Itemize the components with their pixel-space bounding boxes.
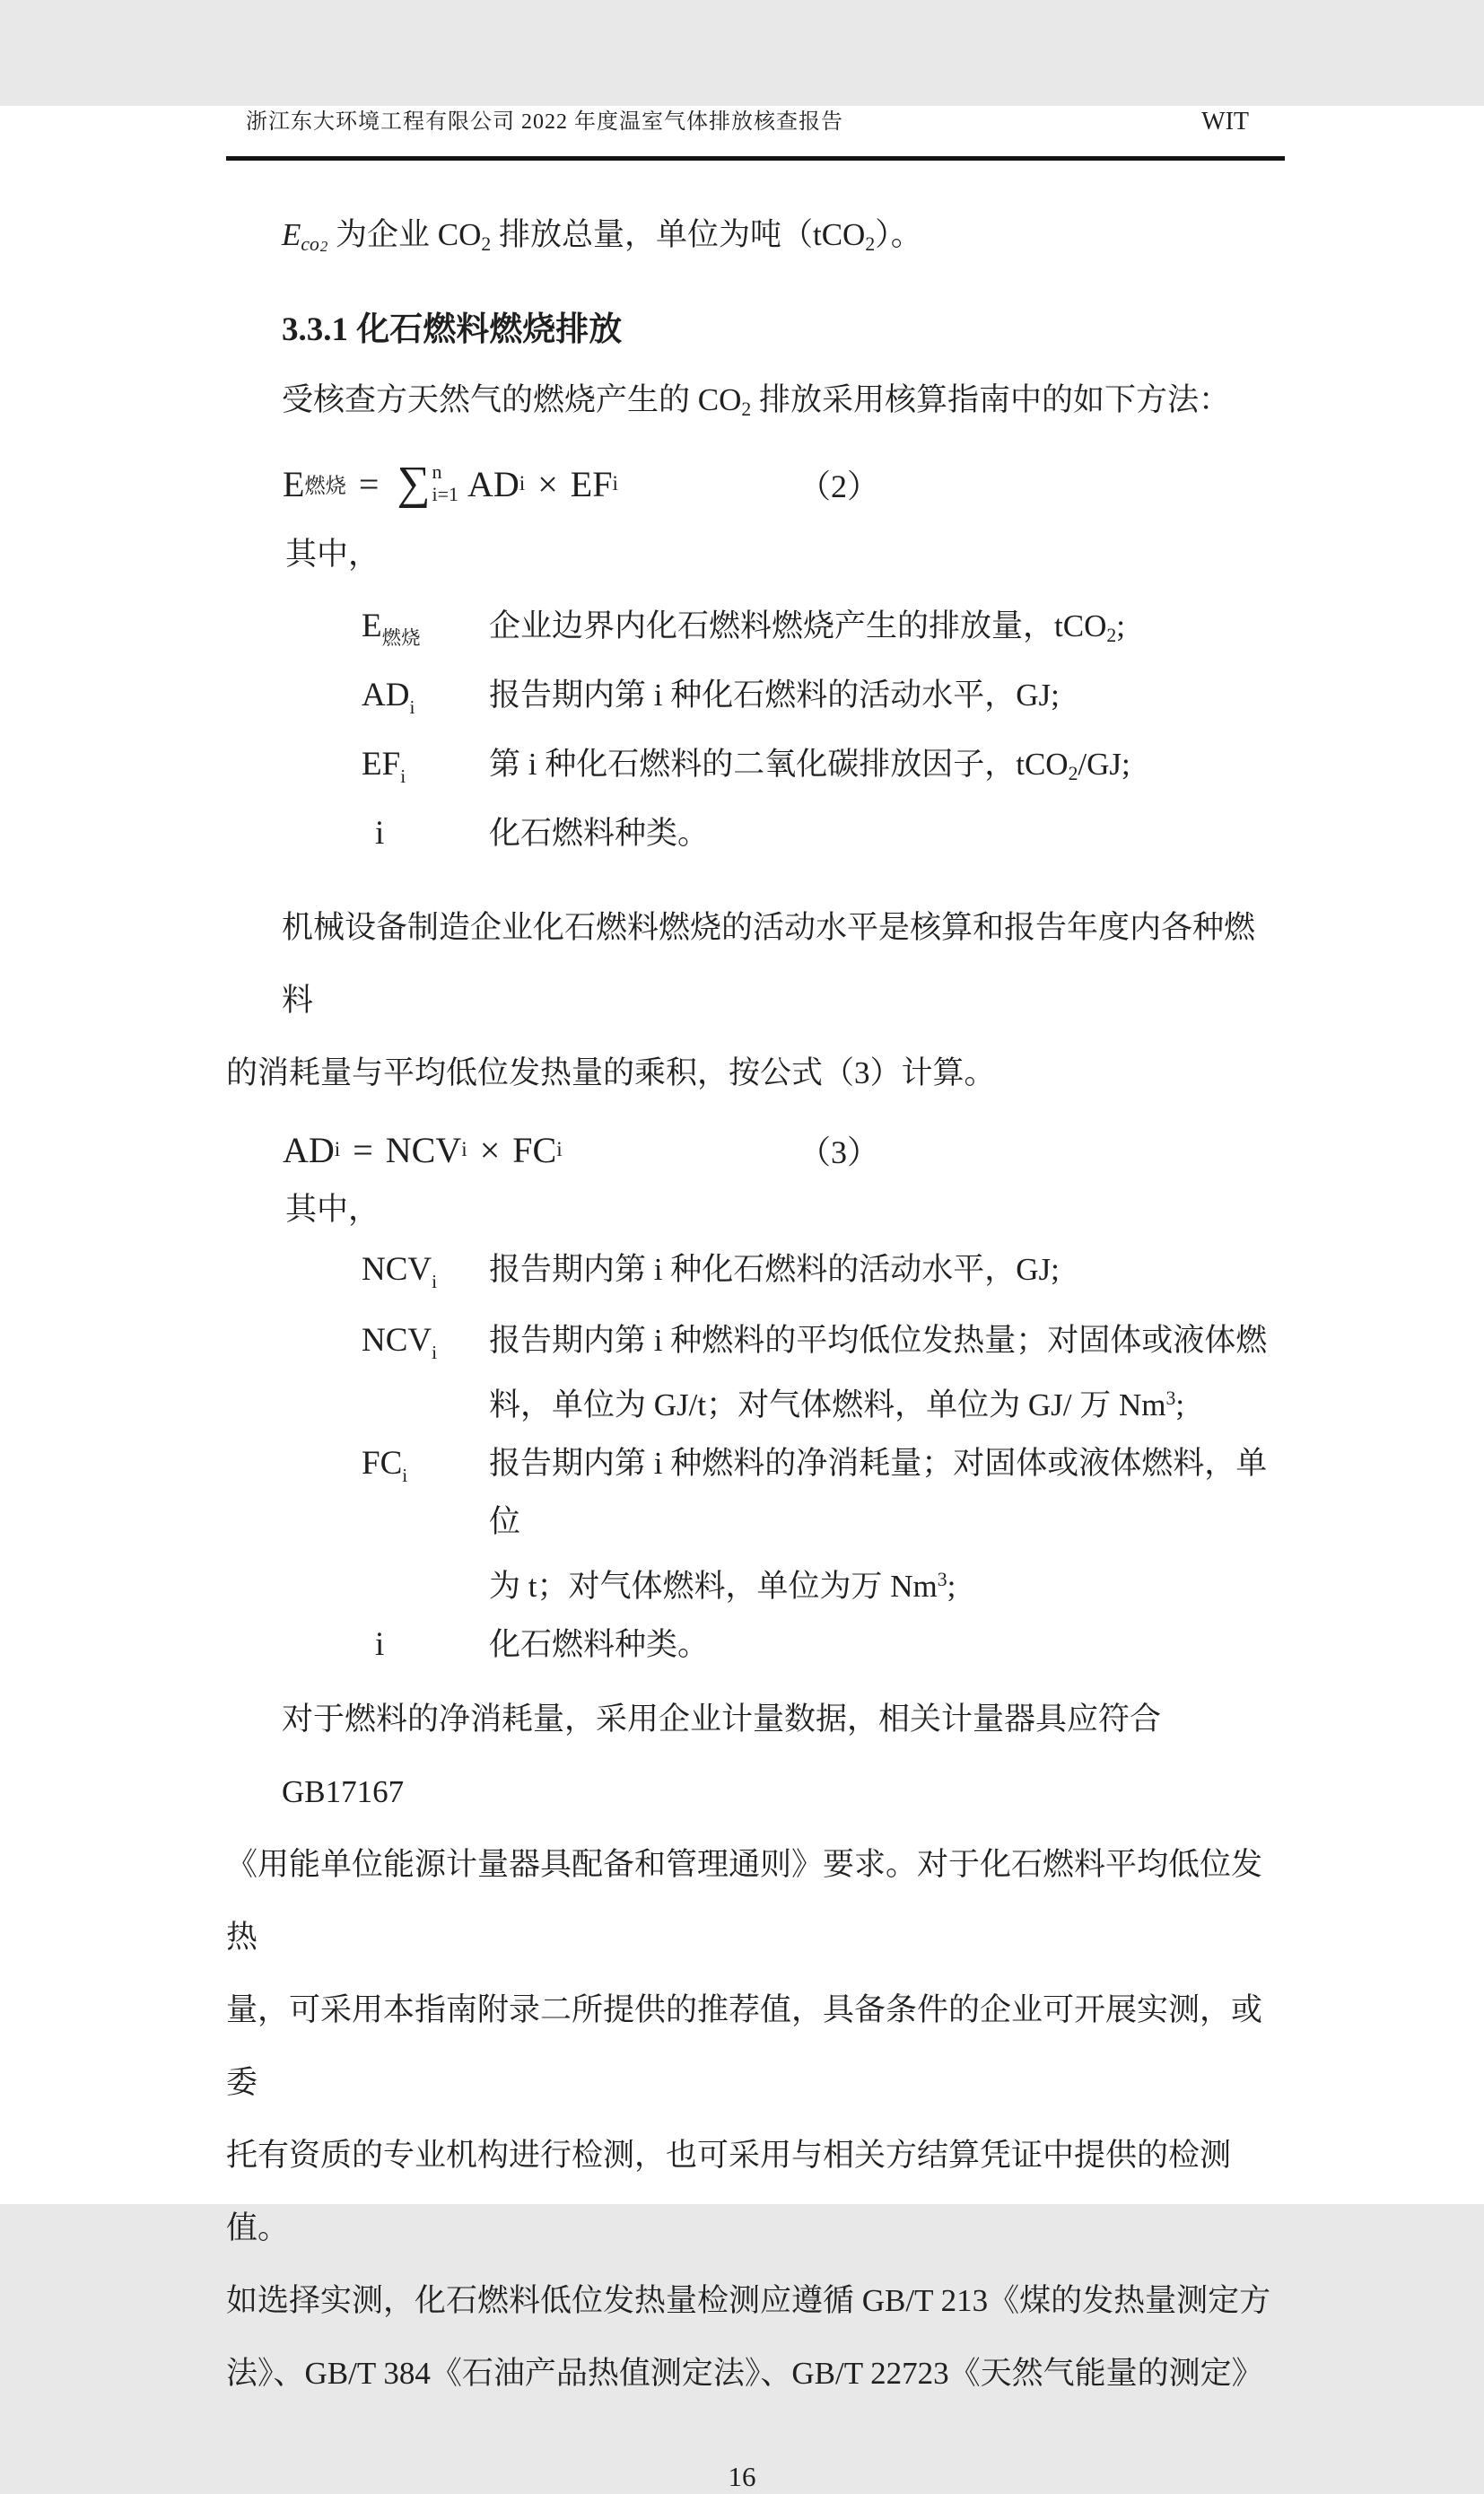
- cubed-superscript: 3: [937, 1569, 947, 1591]
- def-row: [226, 805, 1285, 862]
- def-symbol: [226, 1434, 489, 1615]
- where-clause: 其中，: [285, 1192, 380, 1228]
- formula-term-ef: EF: [570, 463, 613, 504]
- intro-text: 排放总量，单位为吨（tCO: [491, 217, 866, 252]
- def-symbol-base: NCV: [362, 1322, 432, 1360]
- page-content: [226, 106, 1285, 2410]
- definition-list: [226, 1240, 1285, 1674]
- formula-number: （3）: [799, 1133, 880, 1170]
- formula-term-ncv: NCV: [385, 1129, 462, 1170]
- def-text: ;: [1175, 1387, 1185, 1423]
- paragraph-line: 的消耗量与平均低位发热量的乘积，按公式（3）计算。: [226, 1055, 996, 1091]
- cubed-superscript: 3: [1165, 1387, 1176, 1410]
- page-number: 16: [728, 2460, 756, 2492]
- def-symbol-base: E: [362, 608, 382, 645]
- symbol-e-co2: E: [282, 217, 301, 252]
- def-symbol-sub: i: [400, 766, 406, 788]
- def-text: 企业边界内化石燃料燃烧产生的排放量，tCO: [489, 608, 1107, 644]
- def-text: 第 i 种化石燃料的二氧化碳排放因子，tCO: [489, 747, 1069, 783]
- co2-subscript: 2: [1106, 625, 1117, 647]
- paragraph-line: [226, 379, 1285, 431]
- paragraph-text: 排放采用核算指南中的如下方法：: [751, 382, 1230, 418]
- tco2-subscript: 2: [865, 233, 876, 256]
- paragraph-line: 如选择实测，化石燃料低位发热量检测应遵循 GB/T 213《煤的发热量测定方: [226, 2282, 1271, 2318]
- paragraph: [226, 1683, 1285, 2410]
- sum-symbol: ∑: [397, 458, 431, 510]
- formula-2: [226, 451, 1285, 517]
- symbol-e-co2-sub2: 2: [319, 238, 328, 256]
- def-row: [226, 1615, 1285, 1674]
- intro-line: [226, 213, 1285, 269]
- def-text: /GJ;: [1078, 747, 1130, 783]
- formula-term-ad: AD: [467, 463, 519, 504]
- def-symbol-sub: i: [432, 1271, 438, 1293]
- page-header: [226, 106, 1285, 161]
- def-symbol-sub: i: [432, 1342, 438, 1364]
- equals-sign: =: [353, 1129, 373, 1170]
- def-row: [226, 598, 1285, 667]
- document-page: [0, 106, 1484, 2492]
- definition-list: [226, 598, 1285, 862]
- symbol-e-co2-sub: co: [301, 233, 319, 256]
- def-text-line: [489, 1370, 1285, 1434]
- def-text-line: 报告期内第 i 种燃料的净消耗量；对固体或液体燃料，单位: [489, 1446, 1268, 1540]
- def-symbol-sub: 燃烧: [381, 627, 421, 650]
- def-symbol: [226, 736, 489, 805]
- equals-sign: =: [358, 463, 380, 504]
- def-description: 化石燃料种类。: [489, 1626, 710, 1662]
- formula-term-ad-sub: i: [519, 471, 526, 495]
- formula-term-fc-sub: i: [556, 1137, 563, 1161]
- def-description: [489, 1311, 1285, 1434]
- paragraph-line: 托有资质的专业机构进行检测，也可采用与相关方结算凭证中提供的检测值。: [226, 2137, 1232, 2245]
- def-row: [226, 667, 1285, 736]
- header-mark: WIT: [1201, 108, 1249, 136]
- where-clause: 其中，: [285, 537, 380, 573]
- intro-text: ）。: [875, 217, 922, 252]
- def-row: [226, 1240, 1285, 1311]
- paragraph-line: 对于燃料的净消耗量，采用企业计量数据，相关计量器具应符合 GB17167: [282, 1701, 1162, 1809]
- def-text-line: 报告期内第 i 种燃料的平均低位发热量；对固体或液体燃: [489, 1323, 1268, 1359]
- paragraph-line: 《用能单位能源计量器具配备和管理通则》要求。对于化石燃料平均低位发热: [226, 1846, 1263, 1955]
- formula-term-ad: AD: [283, 1129, 335, 1170]
- sum-limits: [432, 461, 458, 505]
- formula-term-ad-sub: i: [334, 1137, 341, 1161]
- def-symbol-sub: i: [402, 1465, 408, 1487]
- def-row: [226, 1434, 1285, 1615]
- def-symbol: [226, 1240, 489, 1311]
- def-row: [226, 736, 1285, 805]
- def-symbol-base: AD: [362, 677, 410, 714]
- def-symbol: [226, 598, 489, 667]
- multiply-sign: ×: [479, 1129, 501, 1170]
- formula-term-fc: FC: [512, 1129, 557, 1170]
- def-symbol: [226, 667, 489, 736]
- formula-number: （2）: [799, 468, 880, 504]
- def-description: [489, 736, 1285, 805]
- co2-subscript: 2: [481, 233, 492, 256]
- intro-text: 为企业 CO: [327, 217, 482, 252]
- header-title: 浙江东大环境工程有限公司 2022 年度温室气体排放核查报告: [246, 110, 843, 134]
- def-description: [489, 598, 1285, 667]
- formula-term-ef-sub: i: [612, 471, 618, 495]
- def-text: ;: [1116, 608, 1125, 644]
- paragraph-line: 量，可采用本指南附录二所提供的推荐值，具备条件的企业可开展实测，或委: [226, 1991, 1263, 2100]
- def-text: ;: [947, 1568, 956, 1604]
- paragraph-text: 受核查方天然气的燃烧产生的 CO: [282, 382, 742, 418]
- def-text: 为 t；对气体燃料，单位为万 Nm: [489, 1568, 938, 1604]
- multiply-sign: ×: [537, 463, 558, 504]
- sum-lower-limit: i=1: [432, 483, 458, 506]
- sum-upper-limit: n: [432, 460, 442, 484]
- formula-lhs-subscript: 燃烧: [304, 475, 346, 499]
- def-text: 料，单位为 GJ/t；对气体燃料，单位为 GJ/ 万 Nm: [489, 1387, 1166, 1423]
- paragraph-line: 机械设备制造企业化石燃料燃烧的活动水平是核算和报告年度内各种燃料: [282, 910, 1256, 1019]
- def-symbol-sub: i: [409, 696, 415, 719]
- co2-subscript: 2: [741, 398, 752, 421]
- formula-term-ncv-sub: i: [461, 1137, 467, 1161]
- co2-subscript: 2: [1068, 763, 1078, 785]
- def-symbol: i: [375, 1625, 385, 1663]
- def-symbol-base: NCV: [362, 1251, 432, 1289]
- paragraph: [226, 891, 1285, 1109]
- formula-3: [226, 1116, 1285, 1183]
- def-symbol: [226, 1311, 489, 1434]
- def-symbol-base: EF: [362, 746, 401, 783]
- def-row: [226, 1311, 1285, 1434]
- paragraph-line: 法》、GB/T 384《石油产品热值测定法》、GB/T 22723《天然气能量的测定》: [226, 2355, 1263, 2391]
- def-text-line: [489, 1551, 1285, 1615]
- def-description: [489, 1434, 1285, 1615]
- def-symbol: i: [375, 815, 385, 853]
- def-description: 报告期内第 i 种化石燃料的活动水平，GJ;: [489, 1252, 1060, 1288]
- def-description: 报告期内第 i 种化石燃料的活动水平，GJ;: [489, 678, 1060, 713]
- def-description: 化石燃料种类。: [489, 816, 710, 852]
- section-heading: 3.3.1 化石燃料燃烧排放: [282, 311, 623, 349]
- formula-lhs: E: [283, 463, 305, 504]
- def-symbol-base: FC: [362, 1445, 403, 1483]
